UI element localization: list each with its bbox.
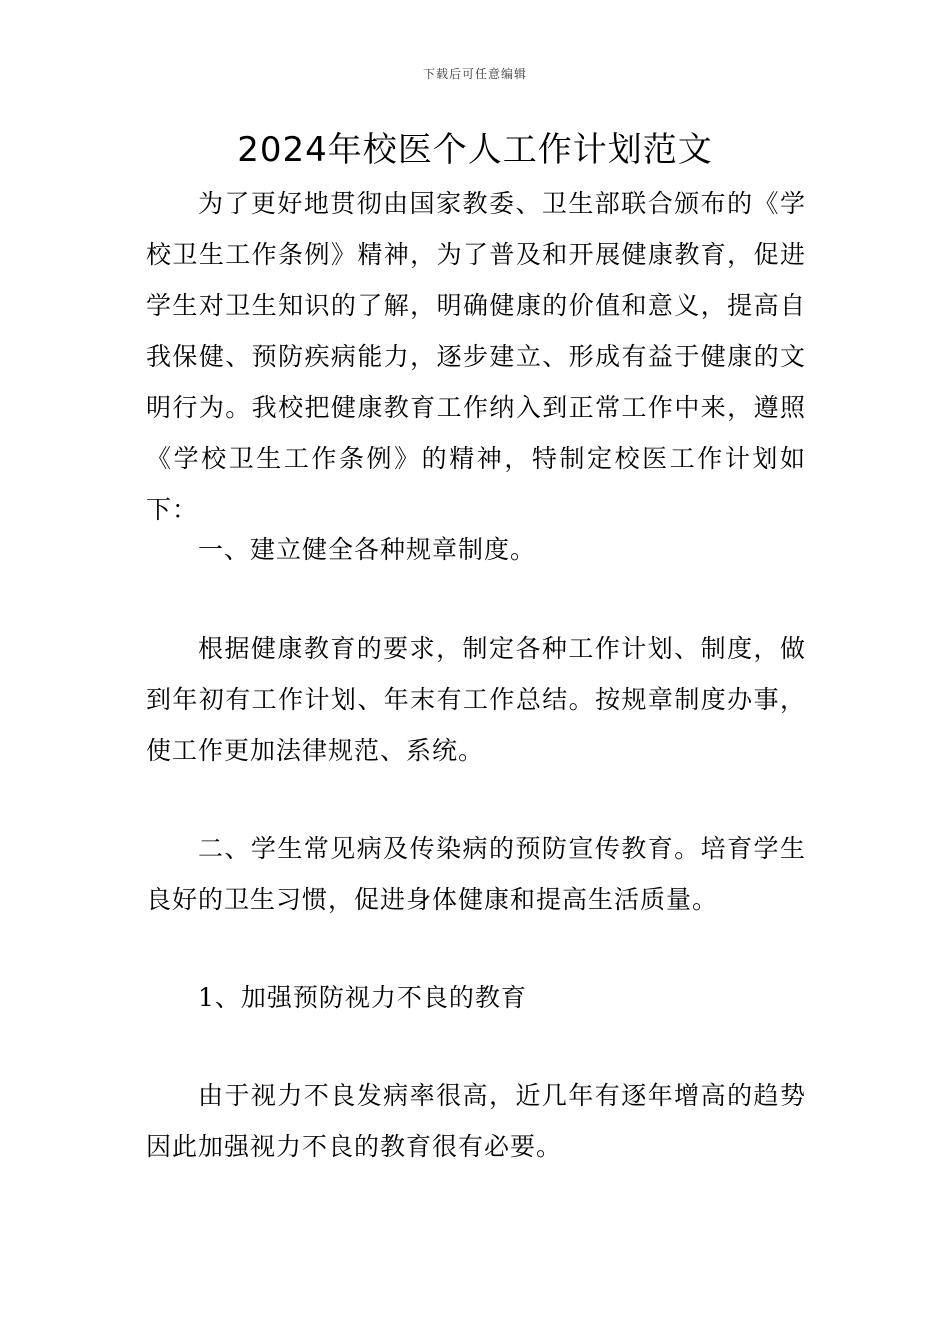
section-1-body: 根据健康教育的要求，制定各种工作计划、制度，做到年初有工作计划、年末有工作总结。按规章制度办事，使工作更加法律规范、系统。: [146, 634, 806, 765]
item-1-heading: 1、加强预防视力不良的教育: [198, 983, 527, 1012]
document-title: 2024年校医个人工作计划范文: [237, 130, 713, 170]
section-2-heading: 二、学生常见病及传染病的预防宣传教育。培育学生良好的卫生习惯，促进身体健康和提高生活质量。: [146, 834, 806, 914]
intro-paragraph: 为了更好地贯彻由国家教委、卫生部联合颁布的《学校卫生工作条例》精神，为了普及和开展健康教育，促进学生对卫生知识的了解，明确健康的价值和意义，提高自我保健、预防疾病能力，逐步建立、形成有益于健康的文明行为。我校把健康教育工作纳入到正常工作中来，遵照《学校卫生工作条例》的精神，特制定校医工作计划如下：: [146, 189, 806, 524]
item-1-body: 由于视力不良发病率很高，近几年有逐年增高的趋势因此加强视力不良的教育很有必要。: [146, 1081, 806, 1161]
section-1-heading: 一、建立健全各种规章制度。: [198, 535, 537, 564]
header-note: 下载后可任意编辑: [422, 67, 527, 81]
